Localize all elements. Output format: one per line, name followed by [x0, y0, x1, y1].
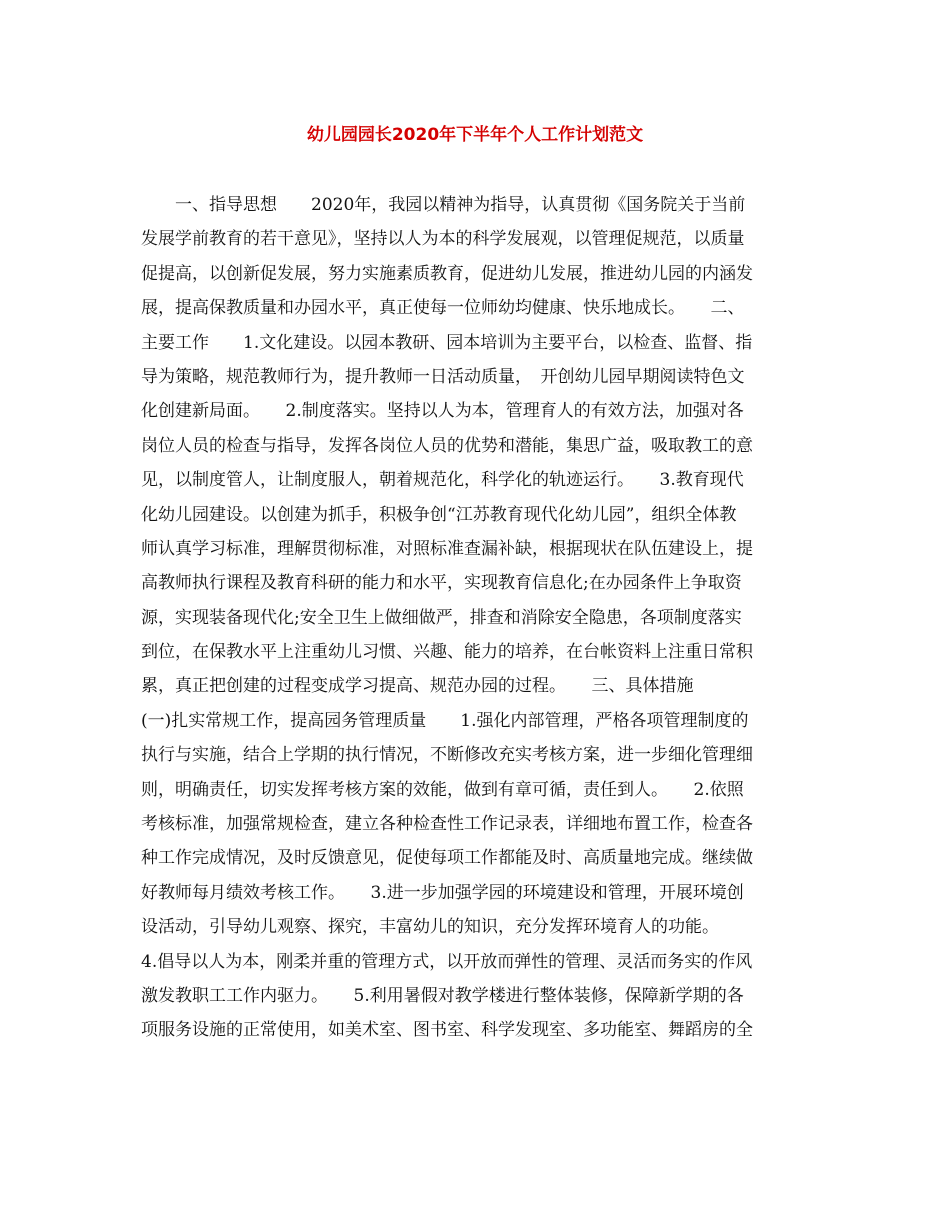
paragraph-line: 到位，在保教水平上注重幼儿习惯、兴趣、能力的培养，在台帐资料上注重日常积 — [141, 642, 753, 663]
paragraph-line: 则，明确责任，切实发挥考核方案的效能，做到有章可循，责任到人。 2.依照 — [141, 779, 744, 800]
paragraph-line: 好教师每月绩效考核工作。 3.进一步加强学园的环境建设和管理，开展环境创 — [141, 882, 744, 903]
paragraph-line: 发展学前教育的若干意见》，坚持以人为本的科学发展观，以管理促规范，以质量 — [141, 229, 745, 250]
paragraph-line: 一、指导思想 2020年，我园以精神为指导，认真贯彻《国务院关于当前 — [141, 195, 746, 215]
paragraph-line: 设活动，引导幼儿观察、探究，丰富幼儿的知识，充分发挥环境育人的功能。 — [141, 917, 719, 938]
paragraph-line: (一)扎实常规工作，提高园务管理质量 1.强化内部管理，严格各项管理制度的 — [141, 710, 749, 731]
paragraph-line: 种工作完成情况，及时反馈意见，促使每项工作都能及时、高质量地完成。继续做 — [141, 848, 753, 869]
paragraph-line: 执行与实施，结合上学期的执行情况，不断修改充实考核方案，进一步细化管理细 — [141, 745, 753, 766]
paragraph-line: 源，实现装备现代化;安全卫生上做细做严，排查和消除安全隐患，各项制度落实 — [141, 607, 742, 628]
paragraph-line: 累，真正把创建的过程变成学习提高、规范办园的过程。 三、具体措施 — [141, 676, 694, 697]
paragraph-line: 高教师执行课程及教育科研的能力和水平，实现教育信息化;在办园条件上争取资 — [141, 573, 742, 594]
paragraph-line: 促提高，以创新促发展，努力实施素质教育，促进幼儿发展，推进幼儿园的内涵发 — [141, 263, 753, 284]
paragraph-line: 化幼儿园建设。以创建为抓手，积极争创“江苏教育现代化幼儿园”，组织全体教 — [141, 504, 737, 525]
document-title: 幼儿园园长2020年下半年个人工作计划范文 — [306, 125, 644, 145]
paragraph-line: 4.倡导以人为本，刚柔并重的管理方式，以开放而弹性的管理、灵活而务实的作风 — [141, 951, 753, 972]
paragraph-line: 师认真学习标准，理解贯彻标准，对照标准查漏补缺，根据现状在队伍建设上，提 — [141, 538, 753, 559]
paragraph-line: 见，以制度管人，让制度服人，朝着规范化，科学化的轨迹运行。 3.教育现代 — [141, 470, 744, 491]
paragraph-line: 主要工作 1.文化建设。以园本教研、园本培训为主要平台，以检查、监督、指 — [141, 332, 753, 353]
paragraph-line: 岗位人员的检查与指导，发挥各岗位人员的优势和潜能，集思广益，吸取教工的意 — [141, 435, 753, 456]
paragraph-line: 考核标准，加强常规检查，建立各种检查性工作记录表，详细地布置工作，检查各 — [141, 814, 753, 835]
paragraph-line: 展，提高保教质量和办园水平，真正使每一位师幼均健康、快乐地成长。 二、 — [141, 298, 745, 319]
paragraph-line: 导为策略，规范教师行为，提升教师一日活动质量， 开创幼儿园早期阅读特色文 — [141, 366, 745, 387]
paragraph-line: 化创建新局面。 2.制度落实。坚持以人为本，管理育人的有效方法，加强对各 — [141, 401, 744, 422]
paragraph-line: 激发教职工工作内驱力。 5.利用暑假对教学楼进行整体装修，保障新学期的各 — [141, 985, 744, 1006]
paragraph-line: 项服务设施的正常使用，如美术室、图书室、科学发现室、多功能室、舞蹈房的全 — [141, 1020, 753, 1041]
document-body — [141, 188, 813, 1048]
